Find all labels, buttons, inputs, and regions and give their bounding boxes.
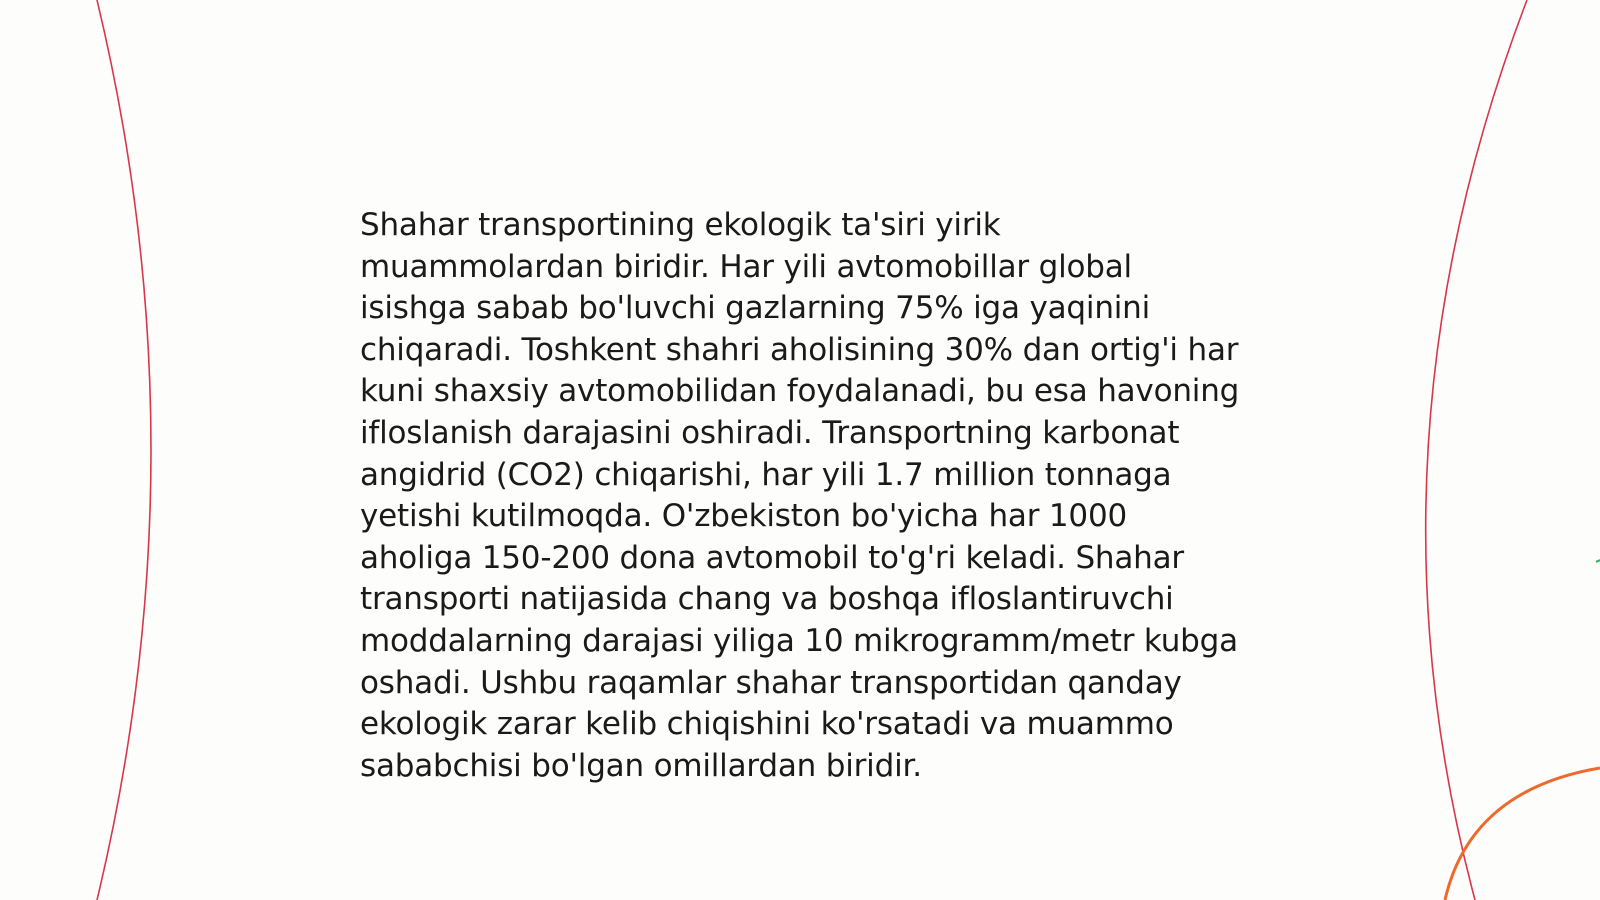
orange-arc xyxy=(1445,768,1600,900)
left-curve xyxy=(97,0,151,900)
right-curve xyxy=(1426,0,1527,900)
green-mark xyxy=(1596,560,1600,562)
body-paragraph: Shahar transportining ekologik ta'siri yirik muammolardan biridir. Har yili avtomobillar global isishga sabab bo'luvchi gazlarning 75% iga yaqinini chiqaradi. Toshkent shahri aholisining 30% dan ortig'i har kuni shaxsiy avtomobilidan foydalanadi, bu esa havoning ifloslanish darajasini oshiradi. Transportning karbonat angidrid (CO2) chiqarishi, har yili 1.7 million tonnaga yetishi kutilmoqda. O'zbekiston bo'yicha har 1000 aholiga 150-200 dona avtomobil to'g'ri keladi. Shahar transporti natijasida chang va boshqa ifloslantiruvchi moddalarning darajasi yiliga 10 mikrogramm/metr kubga oshadi. Ushbu raqamlar shahar transportidan qanday ekologik zarar kelib chiqishini ko'rsatadi va muammo sababchisi bo'lgan omillardan biridir. xyxy=(360,207,1240,784)
